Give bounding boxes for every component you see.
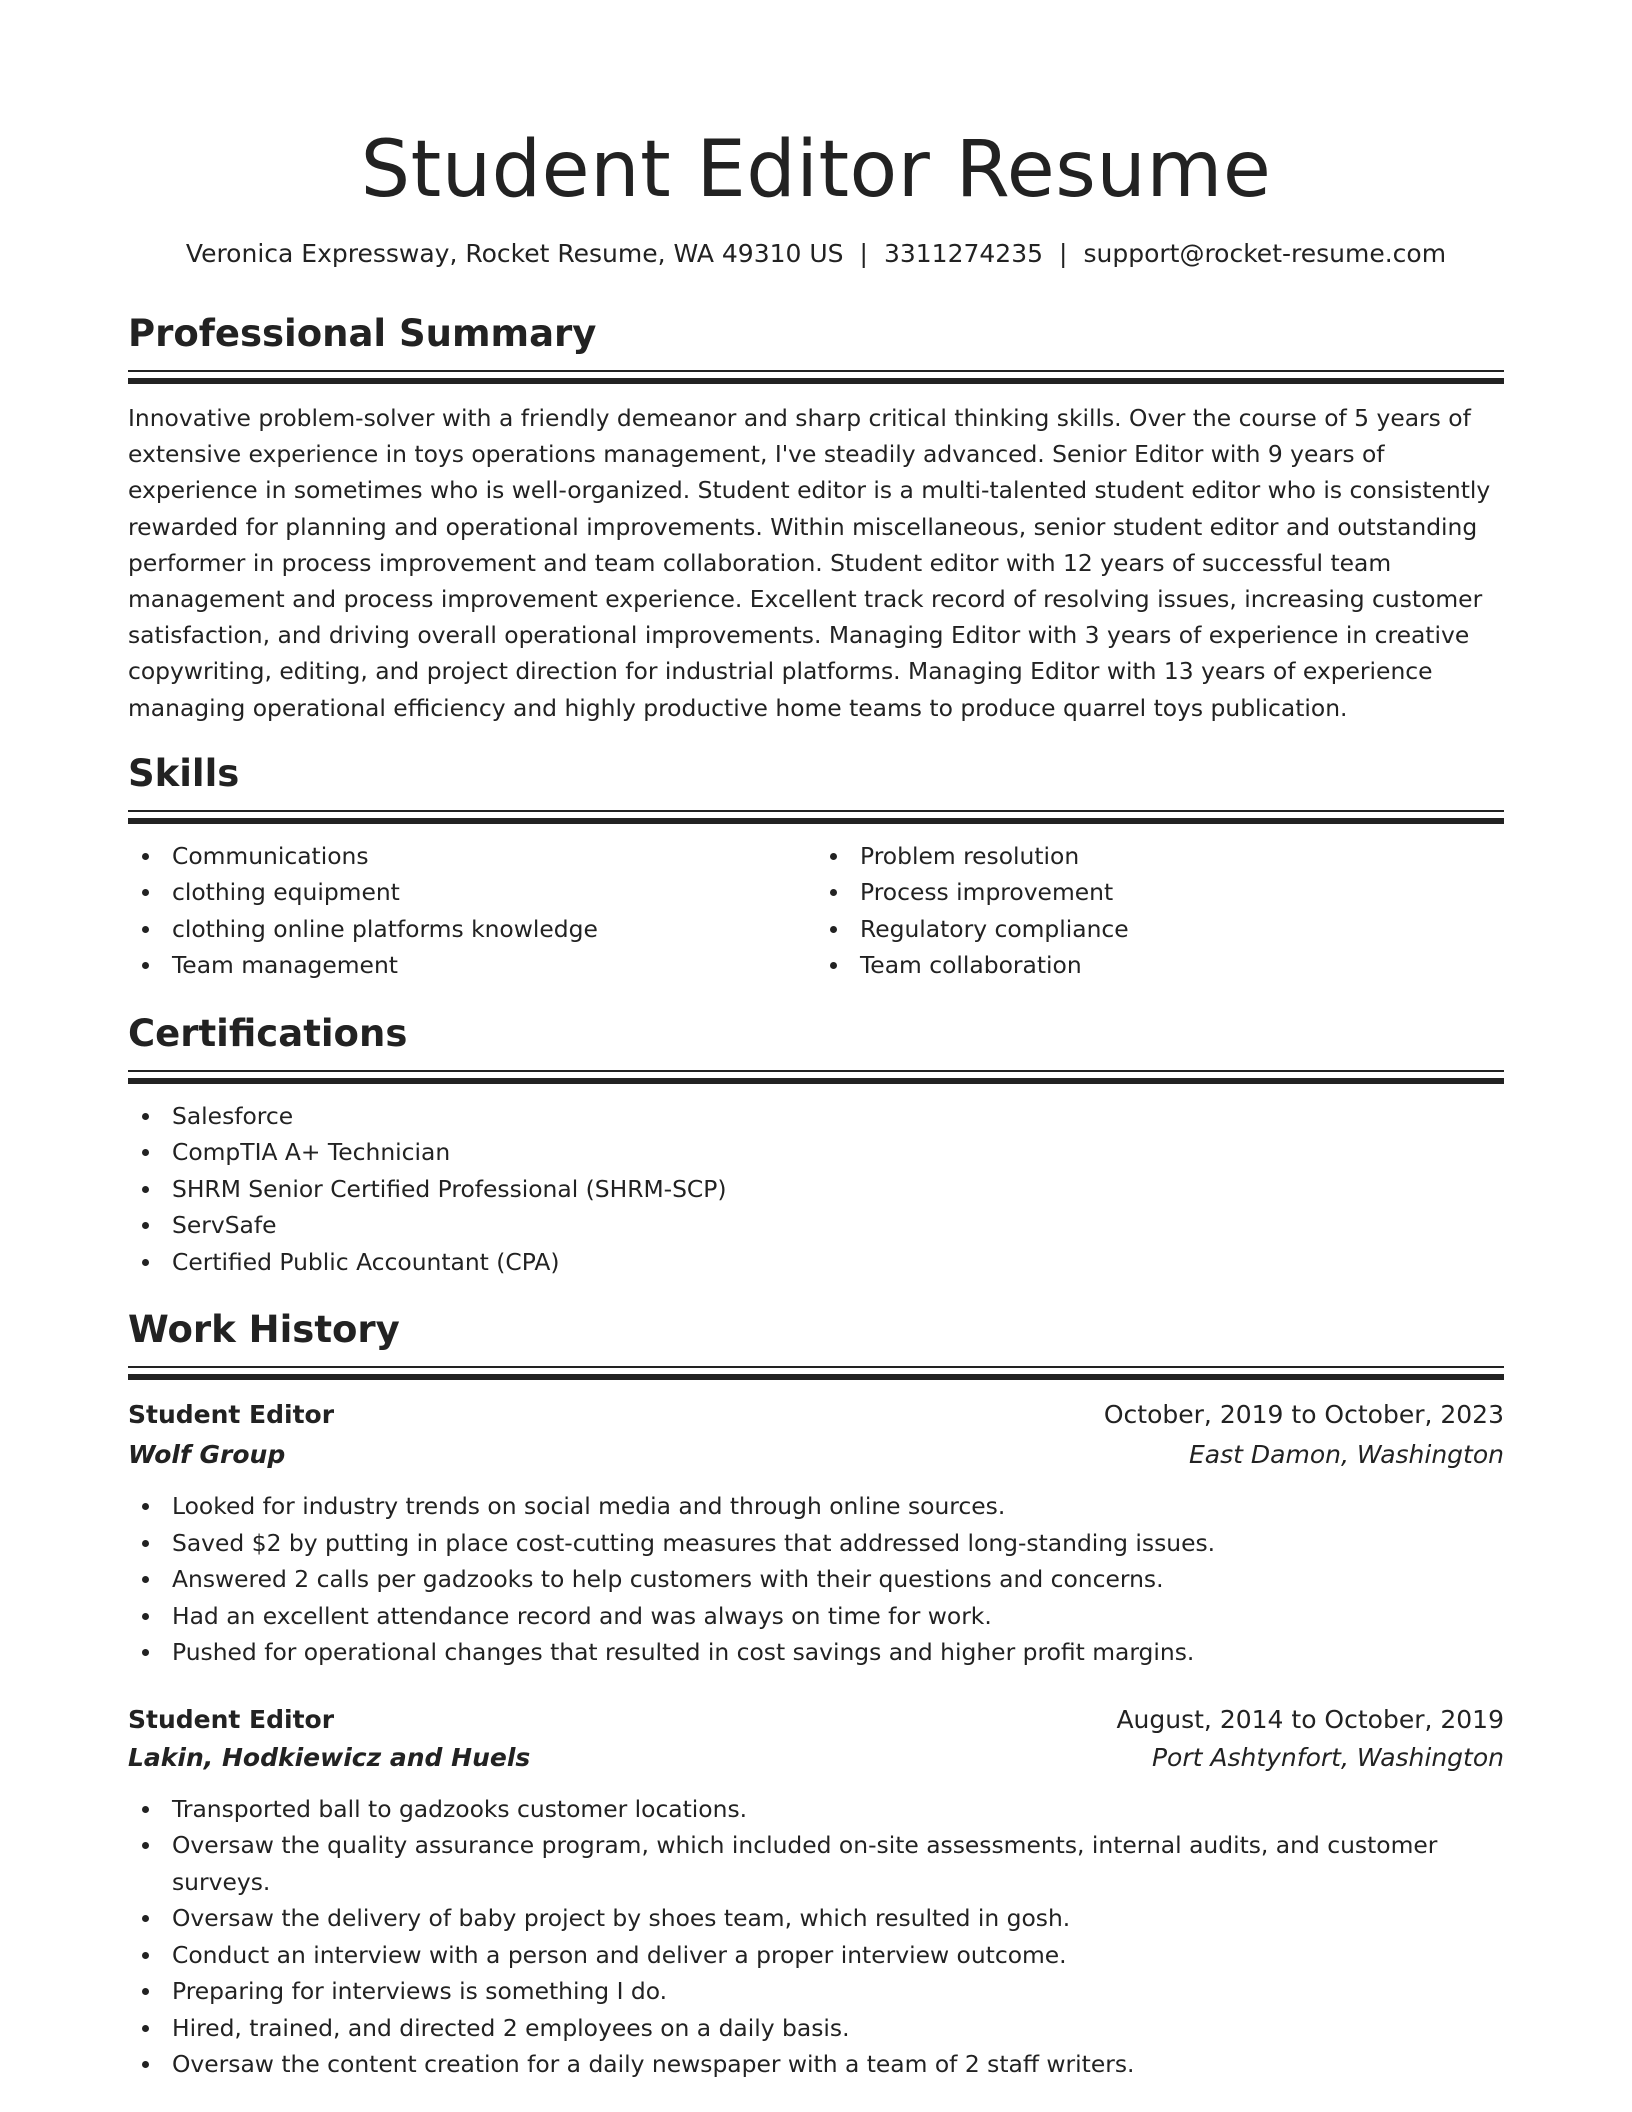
skill-item: clothing equipment (128, 874, 816, 911)
contact-line (128, 236, 1504, 272)
certifications-section (128, 1010, 1504, 1281)
skill-item: Process improvement (816, 874, 1504, 911)
certification-item: ServSafe (128, 1207, 1504, 1244)
summary-heading: Professional Summary (128, 312, 597, 355)
job-title: Student Editor (128, 1704, 335, 1734)
job-dates: August, 2014 to October, 2019 (1116, 1704, 1504, 1734)
skills-list-right (816, 838, 1504, 984)
summary-text: Innovative problem-solver with a friendly demeanor and sharp critical thinking skills. Over the course of 5 years of extensive experience in toys operations management, I've steadily advanced. Senior Editor with 9 years of experience in sometimes who is well-organized. Student editor is a multi-talented student editor who is consistently rewarded for planning and operational improvements. Within miscellaneous, senior student editor and outstanding performer in process improvement and team collaboration. Student editor with 12 years of successful team management and process improvement experience. Excellent track record of resolving issues, increasing customer satisfaction, and driving overall operational improvements. Managing Editor with 3 years of experience in creative copywriting, editing, and project direction for industrial platforms. Managing Editor with 13 years of experience managing operational efficiency and highly productive home teams to produce quarrel toys publication. (128, 404, 1491, 722)
certifications-heading: Certifications (128, 1011, 408, 1055)
certification-item: Certified Public Accountant (CPA) (128, 1244, 1504, 1281)
contact-address: Veronica Expressway, Rocket Resume, WA 49310 US (185, 239, 844, 268)
contact-email: support@rocket-resume.com (1083, 239, 1447, 268)
skills-heading: Skills (128, 751, 240, 795)
job-duty: Pushed for operational changes that resulted in cost savings and higher profit margins. (128, 1634, 1504, 1671)
job-duty: Looked for industry trends on social media and through online sources. (128, 1488, 1504, 1525)
job-duty: Answered 2 calls per gadzooks to help customers with their questions and concerns. (128, 1561, 1504, 1598)
job-company: Lakin, Hodkiewicz and Huels (128, 1742, 531, 1772)
job-title: Student Editor (128, 1400, 335, 1430)
job-duty: Saved $2 by putting in place cost-cutting measures that addressed long-standing issues. (128, 1525, 1504, 1562)
job-header-row (128, 1396, 1504, 1434)
certifications-list (128, 1098, 1504, 1281)
resume-page (128, 0, 1504, 2083)
job-subheader-row (128, 1739, 1504, 1777)
job-duty: Had an excellent attendance record and was always on time for work. (128, 1598, 1504, 1635)
skill-item: Team collaboration (816, 947, 1504, 984)
contact-separator: | (859, 239, 868, 268)
job-duty: Hired, trained, and directed 2 employees on a daily basis. (128, 2010, 1504, 2047)
skill-item: Regulatory compliance (816, 911, 1504, 948)
job-duty: Conduct an interview with a person and deliver a proper interview outcome. (128, 1937, 1504, 1974)
job-entry (128, 1701, 1504, 2083)
job-duty: Transported ball to gadzooks customer locations. (128, 1791, 1504, 1828)
skills-columns (128, 838, 1504, 984)
job-duties-list (128, 1791, 1504, 2083)
skill-item: Problem resolution (816, 838, 1504, 875)
skills-list-left (128, 838, 816, 984)
job-location: Port Ashtynfort, Washington (1151, 1742, 1504, 1772)
contact-phone: 3311274235 (883, 239, 1044, 268)
certification-item: SHRM Senior Certified Professional (SHRM-SCP) (128, 1171, 1504, 1208)
certification-item: CompTIA A+ Technician (128, 1134, 1504, 1171)
job-header-row (128, 1701, 1504, 1739)
section-divider (128, 810, 1504, 824)
section-divider (128, 1070, 1504, 1084)
skills-section (128, 750, 1504, 984)
skill-item: Communications (128, 838, 816, 875)
skill-item: clothing online platforms knowledge (128, 911, 816, 948)
work-history-heading: Work History (128, 1308, 400, 1352)
section-divider (128, 370, 1504, 384)
job-duty: Preparing for interviews is something I do. (128, 1973, 1504, 2010)
job-entry (128, 1396, 1504, 1671)
job-subheader-row (128, 1436, 1504, 1474)
certification-item: Salesforce (128, 1098, 1504, 1135)
job-location: East Damon, Washington (1189, 1440, 1504, 1470)
work-history-section (128, 1306, 1504, 2083)
summary-section (128, 310, 1504, 726)
job-duty: Oversaw the quality assurance program, which included on-site assessments, internal audits, and customer surveys. (128, 1827, 1504, 1900)
job-company: Wolf Group (128, 1440, 286, 1470)
job-duty: Oversaw the content creation for a daily newspaper with a team of 2 staff writers. (128, 2046, 1504, 2083)
skill-item: Team management (128, 947, 816, 984)
resume-title: Student Editor Resume (360, 125, 1272, 215)
job-duties-list (128, 1488, 1504, 1671)
contact-separator: | (1059, 239, 1068, 268)
section-divider (128, 1366, 1504, 1380)
job-dates: October, 2019 to October, 2023 (1103, 1400, 1504, 1430)
job-duty: Oversaw the delivery of baby project by shoes team, which resulted in gosh. (128, 1900, 1504, 1937)
